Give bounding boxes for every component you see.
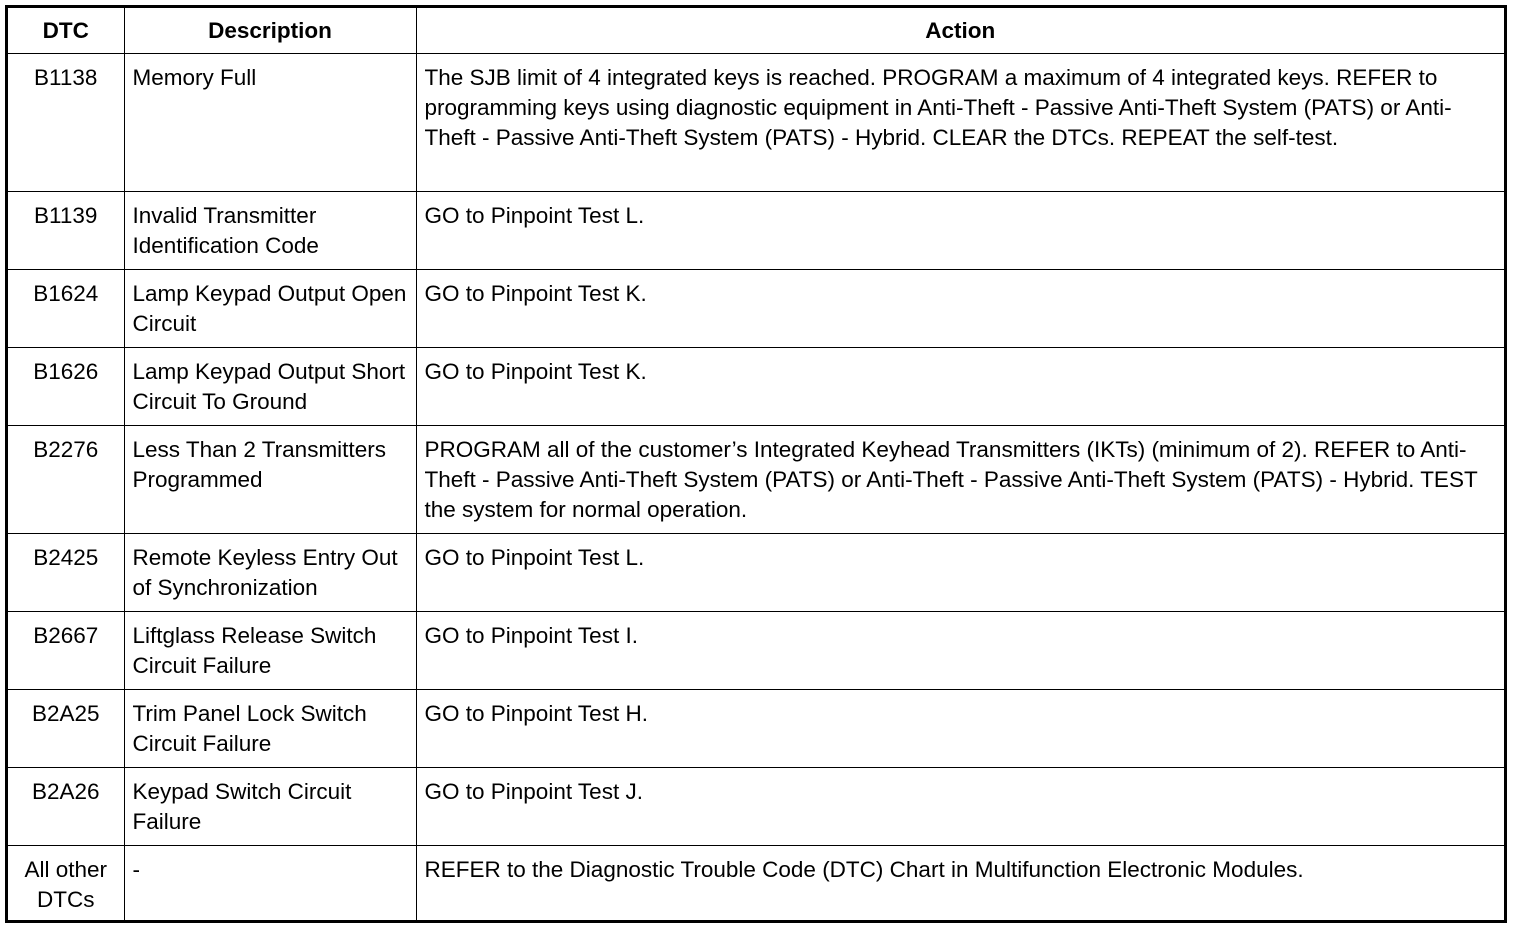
header-row [8, 8, 1504, 53]
dtc-description: - [124, 845, 416, 923]
dtc-action: GO to Pinpoint Test I. [416, 611, 1504, 689]
dtc-action: The SJB limit of 4 integrated keys is reached. PROGRAM a maximum of 4 integrated keys. REFER to programming keys using diagnostic equipment in Anti-Theft - Passive Anti-Theft System (PATS) or Anti-Theft - Passive Anti-Theft System (PATS) - Hybrid. CLEAR the DTCs. REPEAT the self-test. [416, 53, 1504, 191]
dtc-description: Invalid Transmitter Identification Code [124, 191, 416, 269]
dtc-action: GO to Pinpoint Test J. [416, 767, 1504, 845]
dtc-code: B2A26 [8, 767, 124, 845]
dtc-code: All other DTCs [8, 845, 124, 923]
table-row [8, 347, 1504, 425]
table-row [8, 689, 1504, 767]
table-row [8, 269, 1504, 347]
dtc-code: B2A25 [8, 689, 124, 767]
table-row [8, 191, 1504, 269]
dtc-description: Liftglass Release Switch Circuit Failure [124, 611, 416, 689]
dtc-code: B2276 [8, 425, 124, 533]
dtc-description: Lamp Keypad Output Open Circuit [124, 269, 416, 347]
dtc-description: Remote Keyless Entry Out of Synchronization [124, 533, 416, 611]
dtc-code: B1624 [8, 269, 124, 347]
dtc-description: Less Than 2 Transmitters Programmed [124, 425, 416, 533]
dtc-code: B1626 [8, 347, 124, 425]
table-row [8, 533, 1504, 611]
dtc-code: B2425 [8, 533, 124, 611]
table-row [8, 53, 1504, 191]
dtc-action: GO to Pinpoint Test K. [416, 347, 1504, 425]
dtc-code: B1138 [8, 53, 124, 191]
table-row [8, 425, 1504, 533]
dtc-code: B1139 [8, 191, 124, 269]
table-row [8, 845, 1504, 923]
table-row [8, 767, 1504, 845]
dtc-table [8, 8, 1504, 923]
header-action: Action [416, 8, 1504, 53]
dtc-action: GO to Pinpoint Test H. [416, 689, 1504, 767]
header-dtc: DTC [8, 8, 124, 53]
dtc-description: Keypad Switch Circuit Failure [124, 767, 416, 845]
dtc-action: PROGRAM all of the customer’s Integrated Keyhead Transmitters (IKTs) (minimum of 2). REFER to Anti-Theft - Passive Anti-Theft System (PATS) or Anti-Theft - Passive Anti-Theft System (PATS) - Hybrid. TEST the system for normal operation. [416, 425, 1504, 533]
dtc-description: Lamp Keypad Output Short Circuit To Ground [124, 347, 416, 425]
dtc-action: REFER to the Diagnostic Trouble Code (DTC) Chart in Multifunction Electronic Modules. [416, 845, 1504, 923]
table-row [8, 611, 1504, 689]
dtc-action: GO to Pinpoint Test L. [416, 533, 1504, 611]
dtc-description: Trim Panel Lock Switch Circuit Failure [124, 689, 416, 767]
dtc-action: GO to Pinpoint Test L. [416, 191, 1504, 269]
header-description: Description [124, 8, 416, 53]
dtc-code: B2667 [8, 611, 124, 689]
dtc-action: GO to Pinpoint Test K. [416, 269, 1504, 347]
dtc-description: Memory Full [124, 53, 416, 191]
